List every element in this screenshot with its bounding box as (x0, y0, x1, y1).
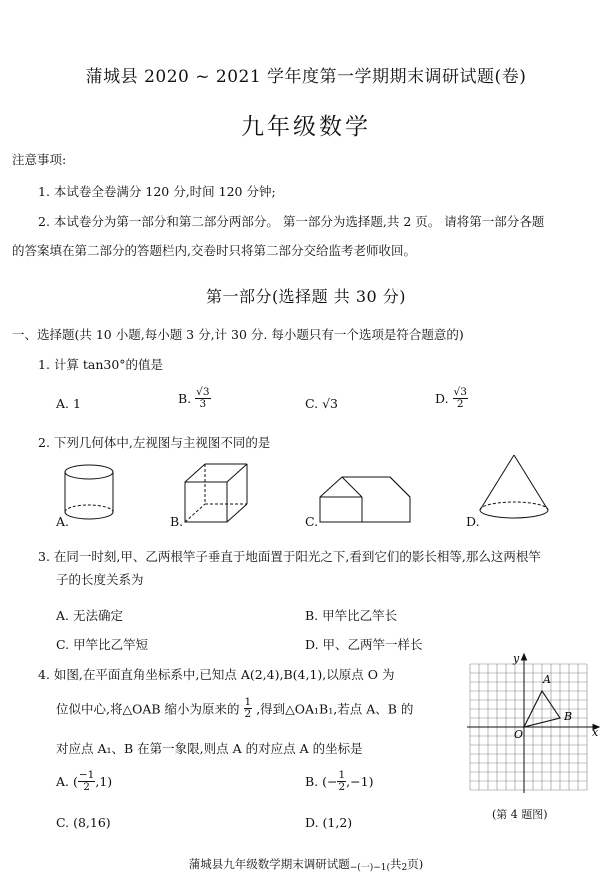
q1-option-b-label: B. (178, 391, 192, 406)
q4-line2-part-a: 位似中心,将△OAB 缩小为原来的 (56, 701, 240, 717)
q1-option-c-value: √3 (322, 396, 338, 411)
q4-figure-caption: (第 4 题图) (492, 808, 548, 821)
q1-option-d-label: D. (435, 391, 449, 406)
q1-option-d (435, 387, 468, 410)
q2-option-d: D. (466, 514, 480, 529)
notice-item-1: 1. 本试卷全卷满分 120 分,时间 120 分钟; (38, 184, 276, 199)
q3-stem-line1: 3. 在同一时刻,甲、乙两根竿子垂直于地面置于阳光之下,看到它们的影长相等,那么这两根竿 (38, 549, 541, 564)
origin-label: O (514, 728, 524, 741)
part1-title: 第一部分(选择题 共 30 分) (205, 287, 407, 306)
footer-title: 蒲城县九年级数学期末调研试题 (188, 857, 350, 871)
q4-option-c: C. (8,16) (56, 815, 111, 830)
q3-option-a: A. 无法确定 (56, 608, 123, 623)
q4-b-numerator: 1 (338, 769, 346, 781)
q4-coordinate-figure (465, 650, 605, 800)
q4-line3: 对应点 A₁、B 在第一象限,则点 A 的对应点 A 的坐标是 (56, 741, 363, 756)
footer-page-unit: 页) (407, 857, 424, 871)
q3-option-d: D. 甲、乙两竿一样长 (305, 637, 423, 652)
notice-item-2-line2: 的答案填在第二部分的答题栏内,交卷时只将第二部分交给监考老师收回。 (12, 243, 416, 258)
notice-heading: 注意事项: (12, 152, 67, 167)
q4-option-b-tail: ,−1) (346, 774, 374, 789)
q4-half-numerator: 1 (244, 696, 252, 708)
q4-half-denominator: 2 (244, 708, 252, 720)
page-footer (0, 856, 612, 873)
cube-shape (185, 464, 247, 522)
q4-a-num-digit: 1 (87, 769, 95, 781)
footer-page-marker: −(一)−1( (349, 863, 391, 873)
triangular-prism-shape (320, 477, 410, 522)
q1-d-numerator: √3 (453, 386, 467, 398)
q4-half-fraction (244, 697, 253, 720)
cone-shape (480, 455, 548, 518)
q4-option-a-fraction (78, 770, 96, 793)
q1-option-b (178, 387, 211, 410)
subject-title: 九年级数学 (241, 114, 371, 140)
q2-option-c: C. (305, 514, 319, 529)
q1-b-numerator: √3 (196, 386, 210, 398)
q4-option-b-fraction (337, 770, 346, 793)
q4-option-a-tail: ,1) (95, 774, 113, 789)
q3-option-b: B. 甲竿比乙竿长 (305, 608, 398, 623)
q2-option-a: A. (56, 514, 70, 529)
q1-stem: 1. 计算 tan30°的值是 (38, 357, 164, 372)
q4-b-denominator: 2 (338, 781, 346, 793)
q2-stem: 2. 下列几何体中,左视图与主视图不同的是 (38, 435, 271, 450)
q4-line1: 4. 如图,在平面直角坐标系中,已知点 A(2,4),B(4,1),以原点 O 为 (38, 667, 395, 682)
q1-option-b-fraction (195, 387, 210, 410)
point-b-label: B (564, 710, 573, 723)
q4-option-d: D. (1,2) (305, 815, 353, 830)
section-heading: 一、选择题(共 10 小题,每小题 3 分,计 30 分. 每小题只有一个选项是符合题意的) (12, 327, 464, 342)
q4-a-denominator: 2 (83, 781, 90, 793)
q4-option-b-label: B. (− (305, 774, 338, 789)
q1-b-denominator: 3 (199, 398, 207, 410)
cylinder-shape (65, 465, 113, 519)
notice-item-2-line1: 2. 本试卷分为第一部分和第二部分两部分。 第一部分为选择题,共 2 页。 请将第一部分各题 (38, 214, 545, 229)
q1-option-c (305, 396, 338, 411)
exam-title: 蒲城县 2020 ~ 2021 学年度第一学期期末调研试题(卷) (85, 67, 527, 87)
q2-solids-figure (50, 452, 610, 532)
y-axis-label: y (513, 652, 520, 665)
q1-option-a: A. 1 (56, 396, 81, 411)
q2-option-b: B. (170, 514, 184, 529)
q4-option-a-label: A. ( (56, 774, 78, 789)
q1-option-c-label: C. (305, 396, 319, 411)
q4-option-b (305, 770, 373, 793)
point-a-label: A (543, 673, 551, 686)
q3-option-c: C. 甲竿比乙竿短 (56, 637, 149, 652)
q3-stem-line2: 子的长度关系为 (56, 572, 144, 587)
footer-total-label: 共 (390, 857, 402, 871)
footer-total-count: 2 (401, 863, 408, 873)
q1-d-denominator: 2 (456, 398, 464, 410)
q4-line2 (56, 697, 413, 720)
q4-a-minus: − (78, 769, 88, 781)
q1-option-d-fraction (453, 387, 468, 410)
q4-line2-part-b: ,得到△OA₁B₁,若点 A、B 的 (256, 701, 414, 717)
q4-option-a (56, 770, 112, 793)
x-axis-label: x (592, 726, 599, 739)
